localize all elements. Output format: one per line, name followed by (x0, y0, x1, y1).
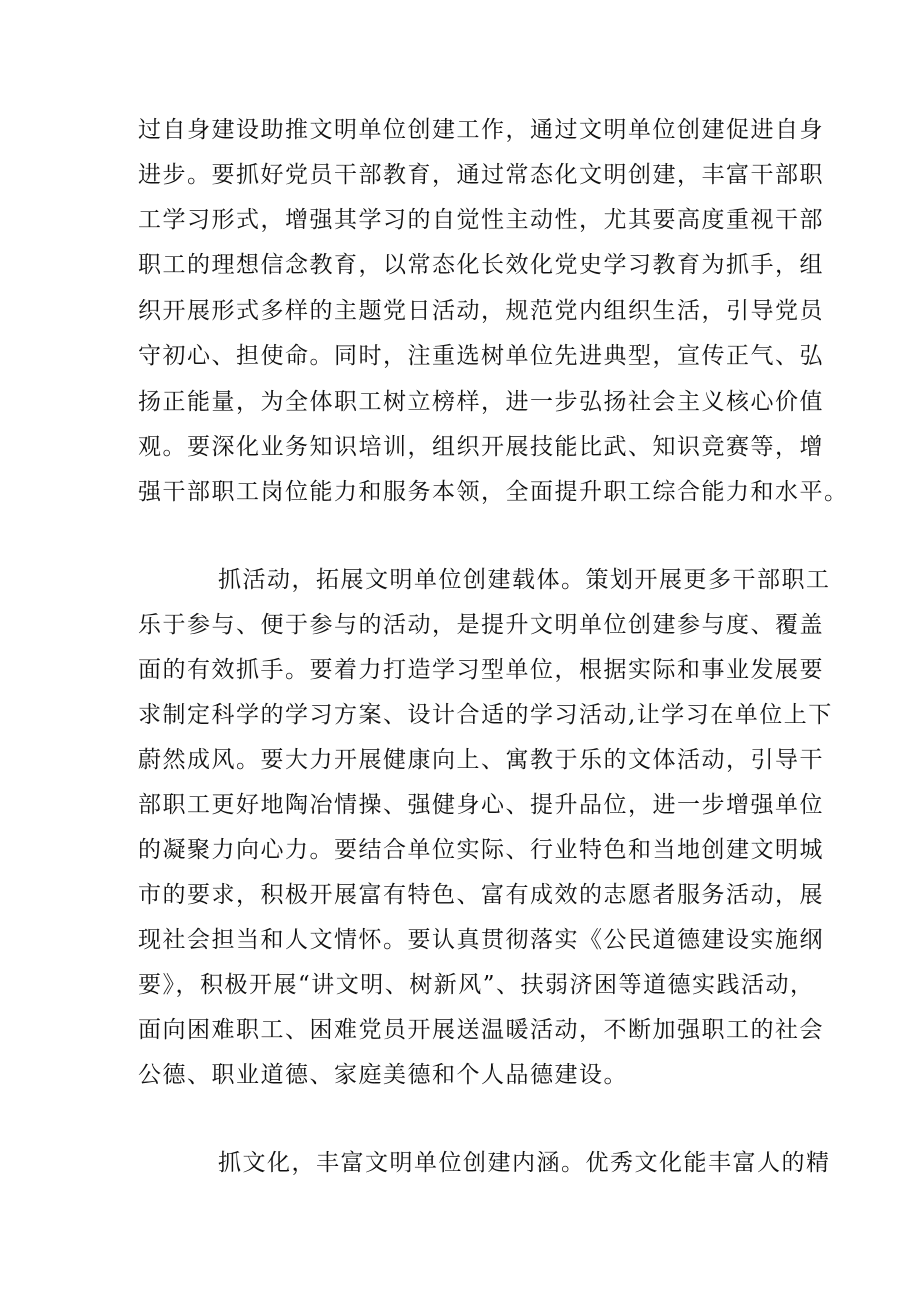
paragraph-1-line-4: 职工的理想信念教育，以常态化长效化党史学习教育为抓手，组 (138, 252, 824, 278)
paragraph-2-line-6: 部职工更好地陶冶情操、强健身心、提升品位，进一步增强单位 (138, 792, 824, 818)
paragraph-1-line-8: 观。要深化业务知识培训，组织开展技能比武、知识竞赛等，增 (138, 434, 824, 460)
paragraph-1-line-9: 强干部职工岗位能力和服务本领，全面提升职工综合能力和水平。 (138, 479, 849, 505)
paragraph-2-line-7: 的凝聚力向心力。要结合单位实际、行业特色和当地创建文明城 (138, 837, 824, 863)
paragraph-2-line-2: 乐于参与、便于参与的活动，是提升文明单位创建参与度、覆盖 (138, 612, 824, 638)
paragraph-2-line-4: 求制定科学的学习方案、设计合适的学习活动,让学习在单位上下 (138, 702, 833, 728)
paragraph-2-line-3: 面的有效抓手。要着力打造学习型单位，根据实际和事业发展要 (138, 657, 824, 683)
paragraph-1-line-5: 织开展形式多样的主题党日活动，规范党内组织生活，引导党员 (138, 298, 824, 324)
paragraph-2-line-9: 现社会担当和人文情怀。要认真贯彻落实《公民道德建设实施纲 (138, 927, 824, 953)
paragraph-2-line-12: 公德、职业道德、家庭美德和个人品德建设。 (138, 1062, 628, 1088)
paragraph-2-line-11: 面向困难职工、困难党员开展送温暖活动，不断加强职工的社会 (138, 1017, 824, 1043)
paragraph-2-line-10: 要》，积极开展“讲文明、树新风”、扶弱济困等道德实践活动， (138, 972, 815, 998)
paragraph-2-line-5: 蔚然成风。要大力开展健康向上、寓教于乐的文体活动，引导干 (138, 747, 824, 773)
paragraph-1-line-6: 守初心、担使命。同时，注重选树单位先进典型，宣传正气、弘 (138, 343, 824, 369)
paragraph-1-line-7: 扬正能量，为全体职工树立榜样，进一步弘扬社会主义核心价值 (138, 389, 824, 415)
paragraph-2-line-1: 抓活动，拓展文明单位创建载体。策划开展更多干部职工 (218, 567, 831, 593)
paragraph-3-line-1: 抓文化，丰富文明单位创建内涵。优秀文化能丰富人的精 (218, 1150, 831, 1176)
paragraph-2-line-8: 市的要求，积极开展富有特色、富有成效的志愿者服务活动，展 (138, 882, 824, 908)
paragraph-1-line-1: 过自身建设助推文明单位创建工作，通过文明单位创建促进自身 (138, 117, 824, 143)
paragraph-1-line-3: 工学习形式，增强其学习的自觉性主动性，尤其要高度重视干部 (138, 207, 824, 233)
paragraph-1-line-2: 进步。要抓好党员干部教育，通过常态化文明创建，丰富干部职 (138, 162, 824, 188)
